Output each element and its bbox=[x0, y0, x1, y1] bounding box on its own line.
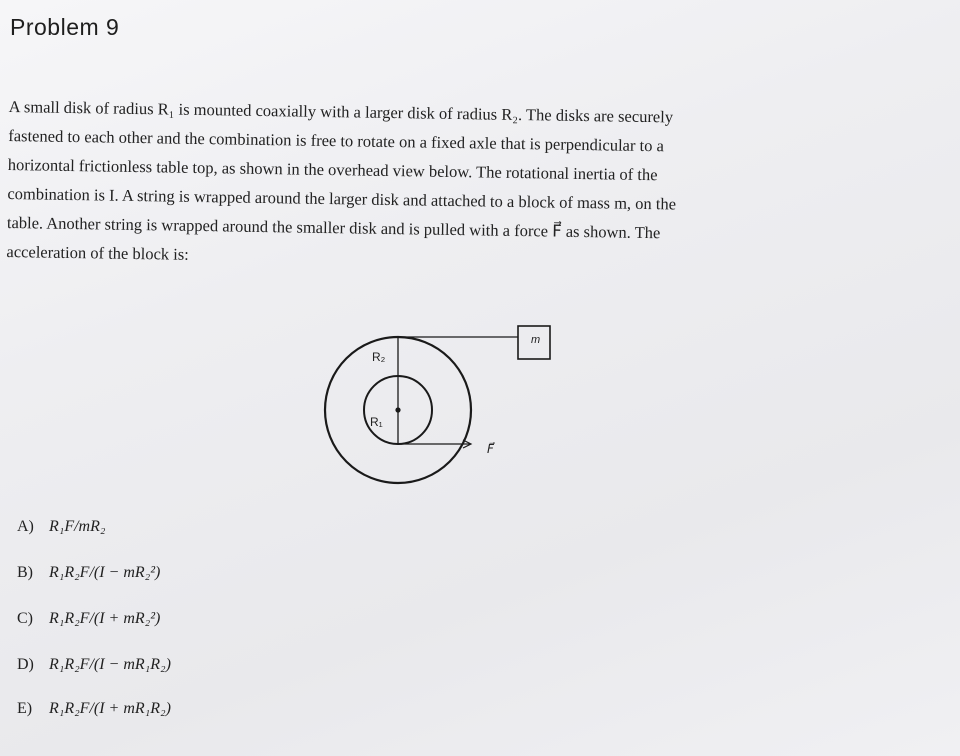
label-r1: R₁ bbox=[370, 415, 383, 429]
axle-dot bbox=[395, 407, 400, 412]
choice-expression: R₁F/mR₂ bbox=[49, 518, 106, 535]
problem-statement bbox=[6, 92, 839, 279]
choice-letter: A) bbox=[17, 518, 34, 535]
choice-expression: R₁R₂F/(I + mR₁R₂) bbox=[49, 700, 171, 717]
problem-line: combination is I. A string is wrapped around the larger disk and attached to a block of mass m, on the bbox=[7, 183, 677, 214]
choice-expression: R₁R₂F/(I − mR₁R₂) bbox=[49, 656, 171, 673]
choice-d[interactable] bbox=[17, 656, 171, 674]
problem-line: fastened to each other and the combination is free to rotate on a fixed axle that is perpendicular to a bbox=[8, 125, 665, 156]
disk-diagram bbox=[300, 310, 580, 530]
choice-expression: R₁R₂F/(I − mR₂²) bbox=[49, 564, 161, 581]
choice-letter: E) bbox=[17, 700, 33, 717]
problem-line: horizontal frictionless table top, as shown in the overhead view below. The rotational inertia of the bbox=[7, 154, 658, 185]
choice-letter: D) bbox=[17, 656, 34, 673]
choice-e[interactable] bbox=[17, 700, 171, 718]
problem-line: acceleration of the block is: bbox=[6, 241, 189, 264]
choice-letter: C) bbox=[17, 610, 33, 627]
page-title: Problem 9 bbox=[10, 14, 120, 40]
label-m: m bbox=[531, 334, 541, 346]
label-f: F⃗ bbox=[487, 442, 494, 456]
problem-line: table. Another string is wrapped around the smaller disk and is pulled with a force F⃗ as shown. The bbox=[6, 212, 661, 243]
choice-b[interactable] bbox=[17, 564, 160, 582]
choice-letter: B) bbox=[17, 564, 33, 581]
problem-line: A small disk of radius R₁ is mounted coaxially with a larger disk of radius R₂. The disks are securely bbox=[8, 96, 674, 127]
choice-expression: R₁R₂F/(I + mR₂²) bbox=[49, 610, 161, 627]
choice-c[interactable] bbox=[17, 610, 160, 628]
label-r2: R₂ bbox=[372, 350, 386, 364]
choice-a[interactable] bbox=[17, 518, 105, 536]
